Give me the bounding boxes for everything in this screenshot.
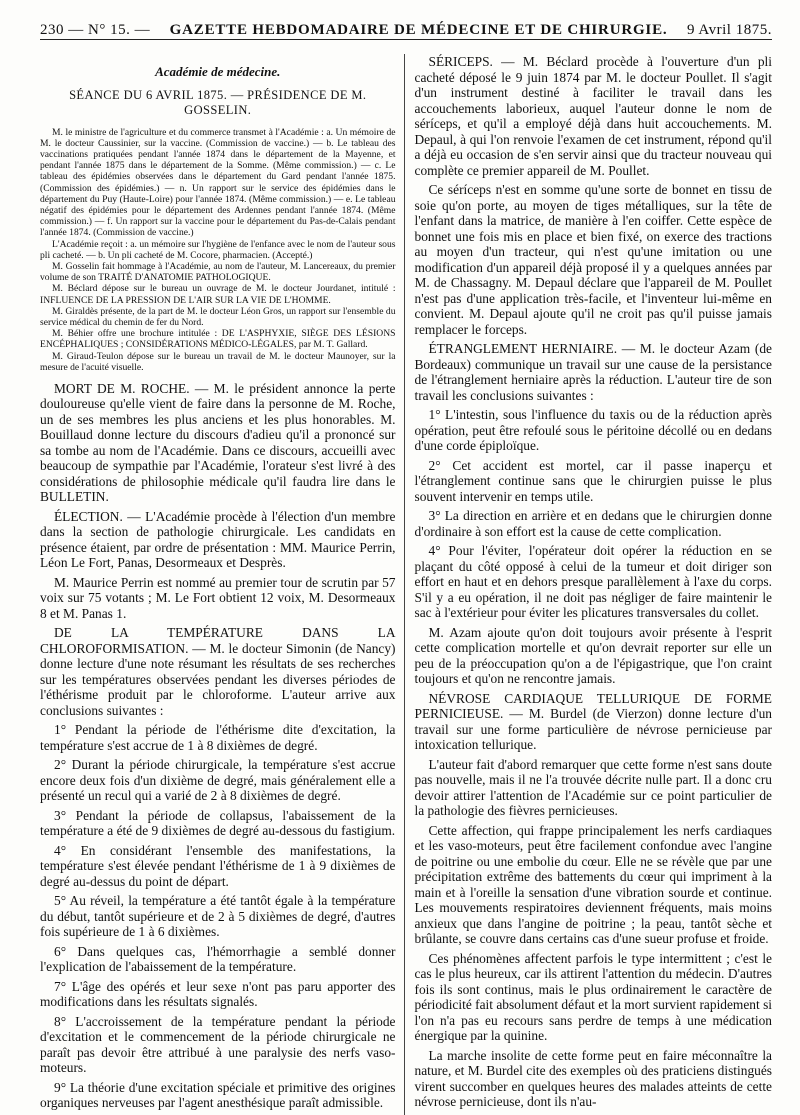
paragraph: SÉRICEPS. — M. Béclard procède à l'ouverture d'un pli cacheté déposé le 9 juin 1874 par M. le docteur Poullet. Il s'agit d'un instrument destiné à faciliter le travail dans les accouchements laborieux, auquel l'auteur donne le nom de séríceps, et qu'il a employé déjà dans huit accouchements. M. Depaul, à qui l'on renvoie l'examen de cet instrument, répond qu'il a déjà eu occasion de s'en servir ainsi que du tracteur nouveau qui complète ce premier appareil de M. Poullet. [414,54,772,178]
paragraph: 4° En considérant l'ensemble des manifestations, la température s'est élevée pendant l'éthérisme de 1 à 9 dixièmes de degré au-dessus du point de départ. [40,842,396,889]
paragraph: L'auteur fait d'abord remarquer que cette forme n'est sans doute pas nouvelle, mais il ne l'a trouvée décrite nulle part. Il a donc cru devoir attirer l'attention de l'Académie sur ce point particulier de la pathologie des fièvres pernicieuses. [414,756,772,818]
correspondence-item: L'Académie reçoit : a. un mémoire sur l'hygiène de l'enfance avec le nom de l'auteur sous pli cacheté. — b. Un pli cacheté de M. Cocore, pharmacien. (Accepté.) [40,238,396,261]
correspondence-block [40,127,396,373]
paragraph: 8° L'accroissement de la température pendant la période d'excitation et le commencement de la période chirurgicale ne paraît pas devoir être attribué à une paralysie des nerfs vaso-moteurs. [40,1013,396,1076]
issue-date: 9 Avril 1875. [687,22,772,38]
correspondence-item: M. Giraud-Teulon dépose sur le bureau un travail de M. le docteur Maunoyer, sur la mesure de l'acuité visuelle. [40,350,396,373]
paragraph: 7° L'âge des opérés et leur sexe n'ont pas paru apporter des modifications dans les résultats signalés. [40,978,396,1010]
correspondence-item: M. Béclard dépose sur le bureau un ouvrage de M. le docteur Jourdanet, intitulé : INFLUENCE DE LA PRESSION DE L'AIR SUR LA VIE DE L'HOMME. [40,283,396,306]
paragraph: NÉVROSE CARDIAQUE TELLURIQUE DE FORME PERNICIEUSE. — M. Burdel (de Vierzon) donne lecture d'un travail sur une forme particulière de névrose pernicieuse par intoxication tellurique. [414,690,772,752]
paragraph: DE LA TEMPÉRATURE DANS LA CHLOROFORMISATION. — M. le docteur Simonin (de Nancy) donne lecture d'une note résumant les résultats de ses recherches sur les températures observées pendant les diverses périodes de l'éthérisme produit par le chloroforme. L'auteur arrive aux conclusions suivantes : [40,625,396,718]
correspondence-item: M. Béhier offre une brochure intitulée : DE L'ASPHYXIE, SIÈGE DES LÉSIONS ENCÉPHALIQUES ; CONSIDÉRATIONS MÉDICO-LÉGALES, par M. T. Gallard. [40,328,396,351]
seance-line: SÉANCE DU 6 AVRIL 1875. — PRÉSIDENCE DE M. GOSSELIN. [69,87,367,117]
paragraph: 3° Pendant la période de collapsus, l'abaissement de la température a été de 9 dixièmes de degré au-dessous du fastigium. [40,807,396,839]
paragraph: 9° La théorie d'une excitation spéciale et primitive des origines organiques nerveuses par l'agent anesthésique paraît admissible. [40,1079,396,1111]
paragraph: 1° L'intestin, sous l'influence du taxis ou de la réduction après opération, peut être refoulé sous le péritoine décollé ou en dedans d'une corde épiploïque. [414,407,772,453]
paragraph: 5° Au réveil, la température a été tantôt égale à la température du début, tantôt supérieure et de 2 à 5 dixièmes de degré, d'autres fois supérieure de 1 à 6 dixièmes. [40,893,396,940]
paragraph: Cette affection, qui frappe principalement les nerfs cardiaques et les vaso-moteurs, peut être facilement confondue avec l'angine de poitrine ou une embolie du cœur. Elle ne se révèle que par une précipitation extrême des battements du cœur qui impriment à la main et à l'oreille la sensation d'une vibration sourde et continue. Les mouvements respiratoires deviennent fréquents, mais moins anxieux que dans l'angine de poitrine ; la peau, tantôt sèche et brûlante, se couvre dans certains cas d'une sueur profuse et froide. [414,822,772,946]
left-column [40,54,405,1115]
paragraph: 2° Durant la période chirurgicale, la température s'est accrue encore deux fois d'un dixième de degré, mais généralement elle a présenté un recul qui a varié de 2 à 8 dixièmes de degré. [40,757,396,804]
paragraph: Ces phénomènes affectent parfois le type intermittent ; c'est le cas le plus heureux, car ils attirent l'attention du médecin. D'autres fois ils sont continus, mais le plus ordinairement le caractère de périodicité fait absolument défaut et la mort survient rapidement si l'on n'a pas eu recours sans perdre de temps à une médication énergique par la quinine. [414,950,772,1043]
correspondence-item: M. Gosselin fait hommage à l'Académie, au nom de l'auteur, M. Lancereaux, du premier volume de son TRAITÉ D'ANATOMIE PATHOLOGIQUE. [40,260,396,284]
paragraph: Ce séríceps n'est en somme qu'une sorte de bonnet en tissu de soie qu'on porte, au moyen de tiges métalliques, sur la tête de l'enfant dans la matrice, de manière à l'en coiffer. Cette espèce de bonnet une fois mis en place et bien fixé, on exerce des tractions au moyen d'un tracteur, qui n'est qu'une imitation ou une modification d'un appareil déjà proposé il y a quelques années par M. de Chassagny. M. Depaul déclare que l'appareil de M. Poullet n'est pas d'une application très-facile, et l'inventeur lui-même en convient. M. Depaul ajoute qu'il ne croit pas qu'il puisse jamais remplacer le forceps. [414,182,772,337]
paragraph: La marche insolite de cette forme peut en faire méconnaître la nature, et M. Burdel cite des exemples où des praticiens distingués virent succomber en quelques heures des malades atteints de cette névrose pernicieuse, dont ils n'au- [414,1047,772,1109]
paragraph: MORT DE M. ROCHE. — M. le président annonce la perte douloureuse qu'elle vient de faire dans la personne de M. Roche, un de ses membres les plus anciens et les plus honorables. M. Bouillaud donne lecture du discours d'adieu qu'il a prononcé sur sa tombe au nom de l'Académie. Dans ce discours, accueilli avec beaucoup de sympathie par l'Académie, l'orateur s'est livré à des considérations de philosophie médicale qu'il faudra lire dans le BULLETIN. [40,380,396,505]
page-number: 230 — N° 15. — [40,22,151,38]
right-column [405,54,773,1115]
paragraph: M. Maurice Perrin est nommé au premier tour de scrutin par 57 voix sur 75 votants ; M. Le Fort obtient 12 voix, M. Desormeaux 8 et M. Panas 1. [40,574,396,621]
paragraph: 3° La direction en arrière et en dedans que le chirurgien donne d'ordinaire à son effort est la cause de cette complication. [414,508,772,539]
paragraph: 2° Cet accident est mortel, car il passe inaperçu et l'étranglement continue sans que le chirurgien puisse le plus souvent intervenir en temps utile. [414,457,772,504]
correspondence-item: M. Giraldès présente, de la part de M. le docteur Léon Gros, un rapport sur l'ensemble du service médical du chemin de fer du Nord. [40,305,396,328]
section-title: Académie de médecine. [155,64,281,79]
paragraph: ÉLECTION. — L'Académie procède à l'élection d'un membre dans la section de pathologie chirurgicale. Les candidats en présence étaient, par ordre de présentation : MM. Maurice Perrin, Léon Le Fort, Panas, Desormeaux et Desprès. [40,508,396,571]
page-header [40,0,772,40]
paragraph: 1° Pendant la période de l'éthérisme dite d'excitation, la température s'est accrue de 1 à 8 dixièmes de degré. [40,722,396,753]
paragraph: 6° Dans quelques cas, l'hémorrhagie a semblé donner l'explication de l'abaissement de la température. [40,943,396,975]
paragraph: M. Azam ajoute qu'on doit toujours avoir présente à l'esprit cette complication mortelle et qu'on devrait reporter sur elle un peu de la préoccupation qu'on a de l'épigastrique, que l'on craint toujours et qu'on ne rencontre jamais. [414,624,772,686]
journal-title: GAZETTE HEBDOMADAIRE DE MÉDECINE ET DE CHIRURGIE. [169,22,668,38]
paragraph: ÉTRANGLEMENT HERNIAIRE. — M. le docteur Azam (de Bordeaux) communique un travail sur une cause de la persistance de l'étranglement herniaire après la réduction. L'auteur tire de son travail les conclusions suivantes : [414,341,772,403]
correspondence-item: M. le ministre de l'agriculture et du commerce transmet à l'Académie : a. Un mémoire de M. le docteur Caussinier, sur la vaccine. (Commission de vaccine.) — b. Le tableau des vaccinations pratiquées pendant l'année 1874 dans le département de la Mayenne, et pendant l'année 1875 dans le département de la Somme. (Même commission.) — c. Le tableau des épidémies observées dans le département du Gard pendant l'année 1875. (Commission des épidémies.) — n. Un rapport sur le service des épidémies dans le département du Puy (Haute-Loire) pour l'année 1874. (Même commission.) — e. Le tableau négatif des épidémies pour le département des Ardennes pendant l'année 1874. (Même commission.) — f. Un rapport sur la vaccine pour le département du Pas-de-Calais pendant l'année 1874. (Commission de vaccine.) [40,126,396,239]
paragraph: 4° Pour l'éviter, l'opérateur doit opérer la réduction en se plaçant du côté opposé à celui de la tumeur et doit diriger son effort en haut et en dehors presque parallèlement à l'axe du corps. S'il y a eu opération, il ne doit pas négliger de faire maintenir le sac à l'extérieur pour éviter les plicatures transversales du collet. [414,543,772,620]
